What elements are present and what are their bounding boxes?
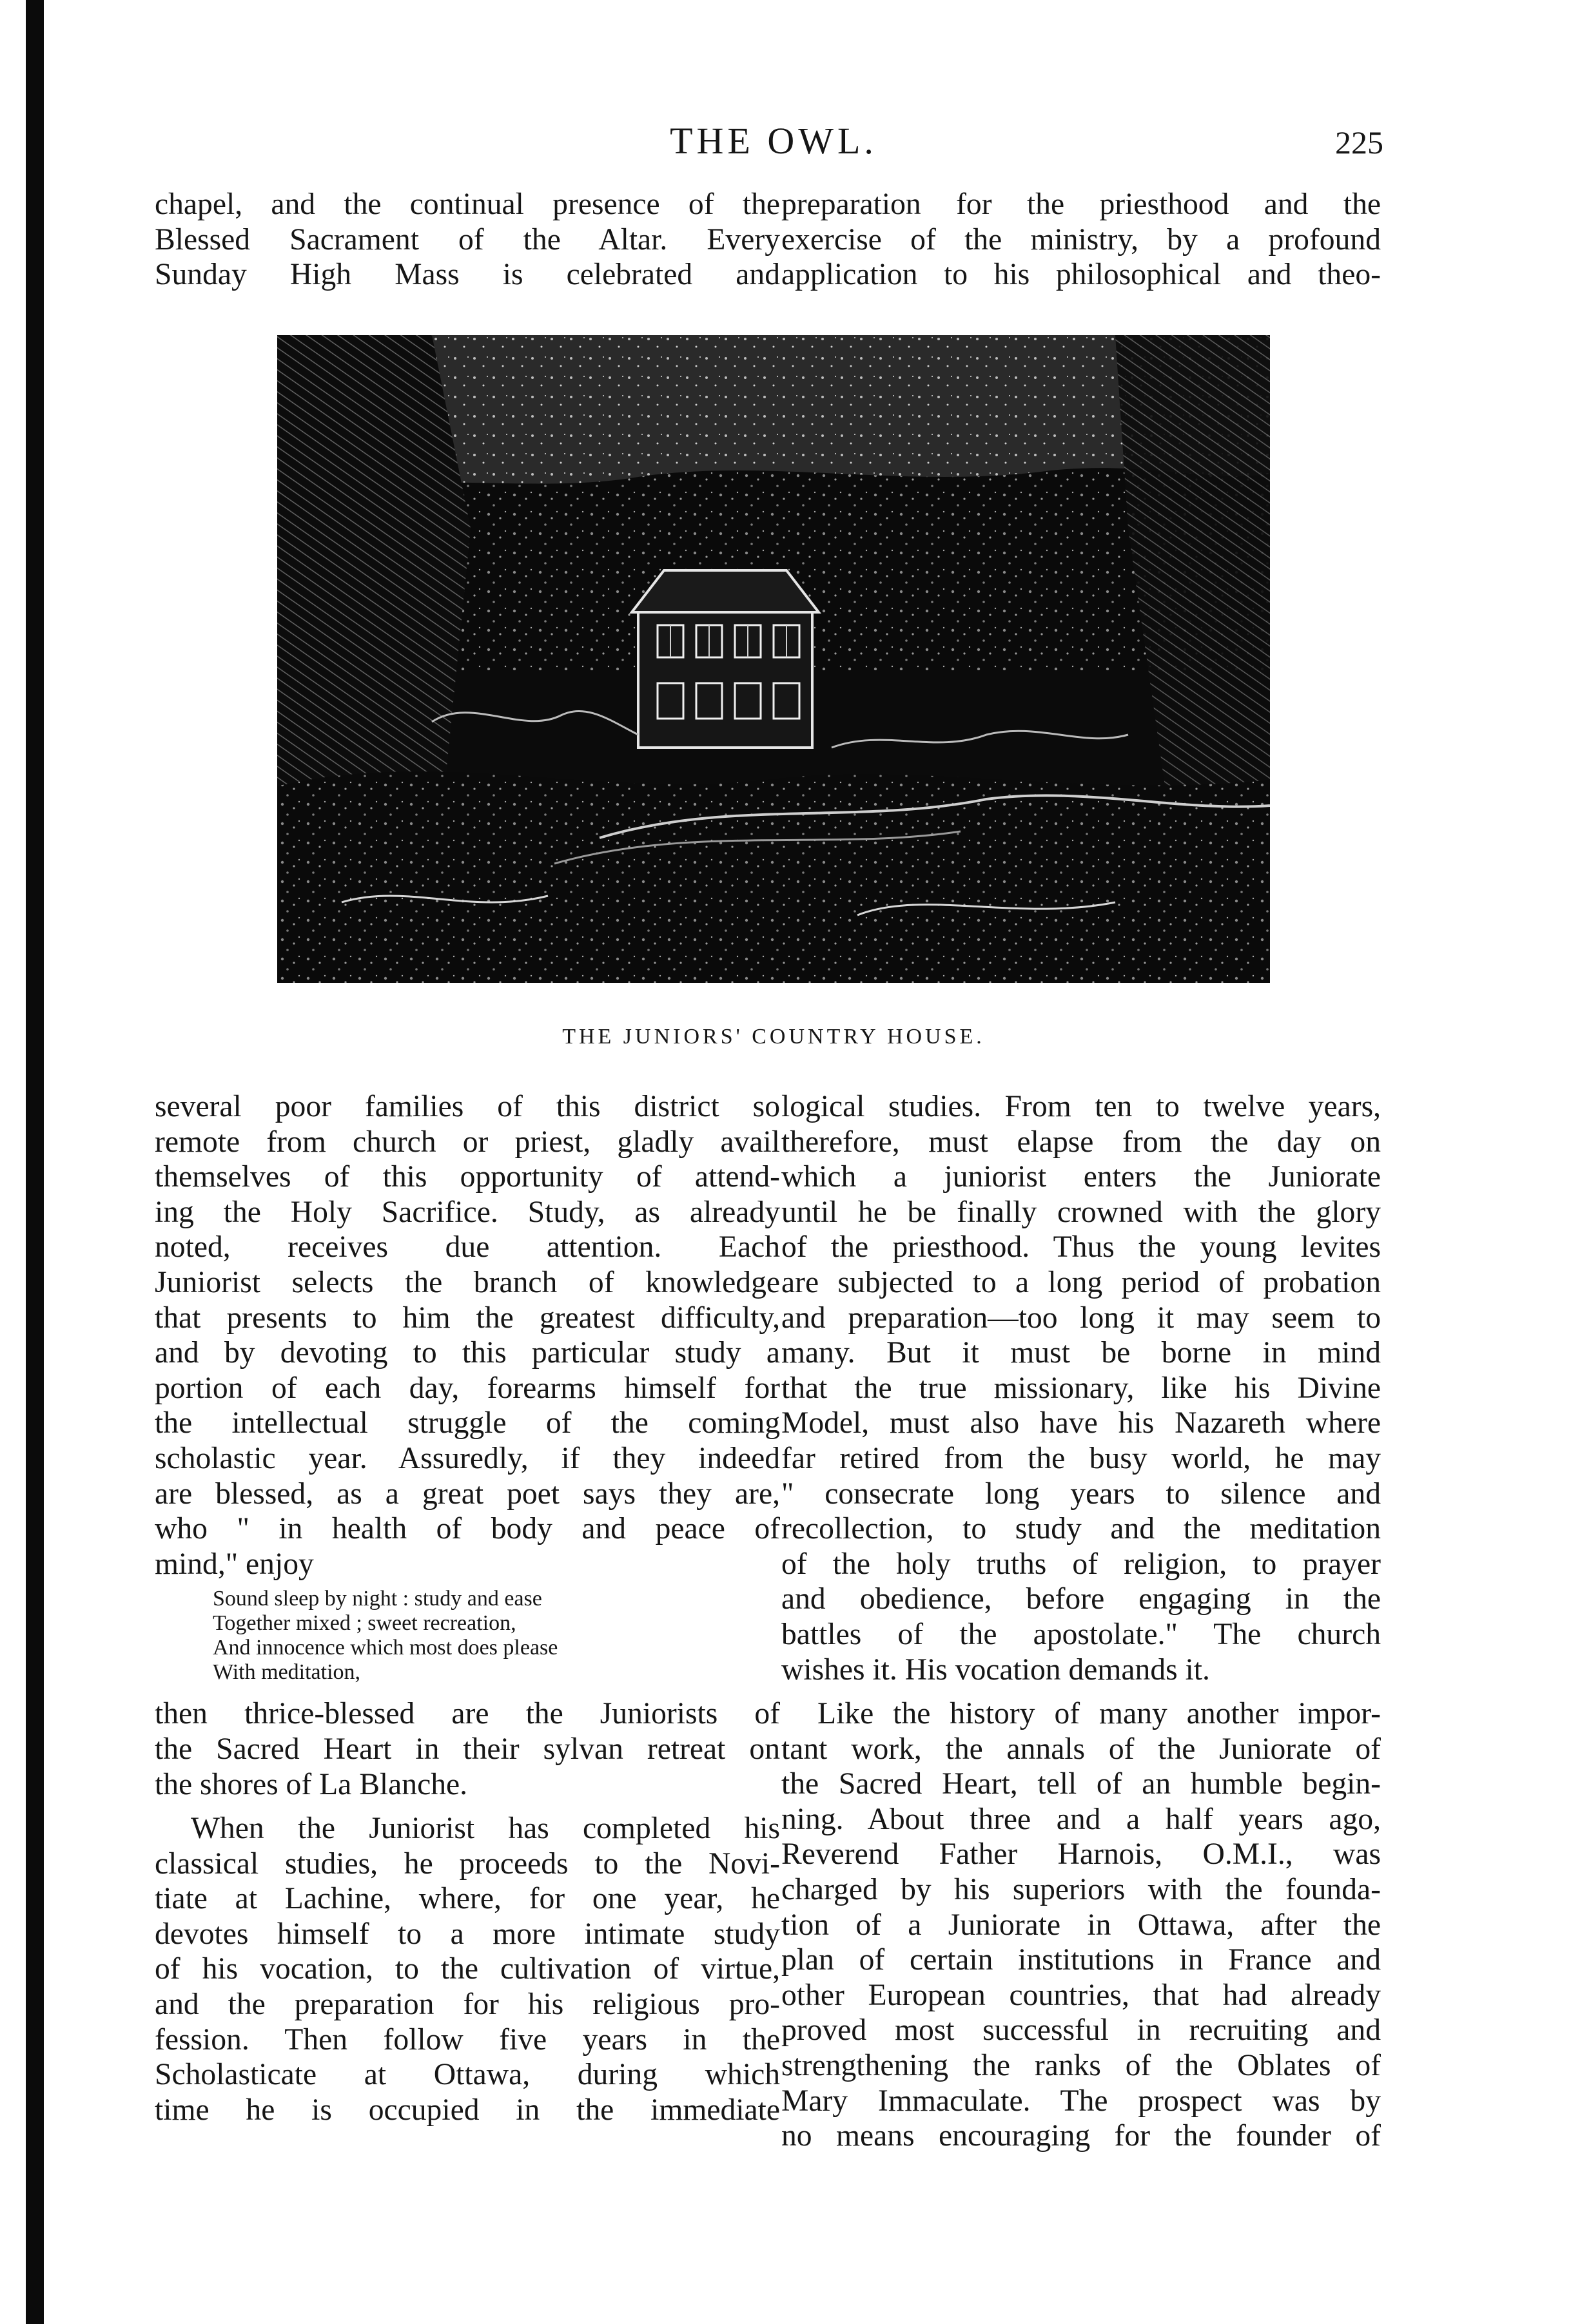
- text-line: plan of certain institutions in France and: [781, 1943, 1381, 1977]
- text-line: and obedience, before engaging in the: [781, 1582, 1381, 1616]
- text-line: application to his philosophical and theo-: [781, 258, 1381, 292]
- text-line: of the priesthood. Thus the young levites: [781, 1230, 1381, 1264]
- text-line: charged by his superiors with the founda-: [781, 1873, 1381, 1907]
- text-line: the Sacred Heart in their sylvan retreat on: [155, 1732, 780, 1766]
- text-line: proved most successful in recruiting and: [781, 2013, 1381, 2048]
- page-number: 225: [1335, 124, 1383, 160]
- text-line: devotes himself to a more intimate study: [155, 1917, 780, 1951]
- running-title: THE OWL.: [670, 120, 877, 162]
- text-line: the intellectual struggle of the coming: [155, 1406, 780, 1440]
- text-line: chapel, and the continual presence of the: [155, 188, 780, 221]
- left-column-body: [155, 1089, 780, 2127]
- left-column-top: [155, 187, 780, 293]
- text-line: Scholasticate at Ottawa, during which: [155, 2058, 780, 2092]
- text-line: and the preparation for his religious pro-: [155, 1988, 780, 2022]
- text-line: then thrice-blessed are the Juniorists of: [155, 1697, 780, 1731]
- right-column-top: [781, 187, 1381, 293]
- text-line: that presents to him the greatest difficulty,: [155, 1301, 780, 1335]
- text-line: tant work, the annals of the Juniorate of: [781, 1732, 1381, 1766]
- text-line: and preparation—too long it may seem to: [781, 1301, 1381, 1335]
- text-line: who " in health of body and peace of: [155, 1512, 780, 1546]
- text-line: fession. Then follow five years in the: [155, 2022, 780, 2057]
- text-line: ing the Holy Sacrifice. Study, as already: [155, 1195, 780, 1229]
- text-line: Model, must also have his Nazareth where: [781, 1406, 1381, 1440]
- text-line: Blessed Sacrament of the Altar. Every: [155, 222, 780, 257]
- text-line: Reverend Father Harnois, O.M.I., was: [781, 1837, 1381, 1872]
- text-line: far retired from the busy world, he may: [781, 1441, 1381, 1475]
- text-line: therefore, must elapse from the day on: [781, 1125, 1381, 1159]
- text-line: are subjected to a long period of probation: [781, 1265, 1381, 1299]
- text-line: " consecrate long years to silence and: [781, 1477, 1381, 1511]
- text-line: noted, receives due attention. Each: [155, 1230, 780, 1264]
- text-line: recollection, to study and the meditation: [781, 1512, 1381, 1546]
- text-line: no means encouraging for the founder of: [781, 2119, 1381, 2153]
- text-line: the Sacred Heart, tell of an humble begin-: [781, 1767, 1381, 1801]
- binding-edge: [26, 0, 44, 2324]
- text-line: wishes it. His vocation demands it.: [781, 1652, 1210, 1687]
- text-line: When the Juniorist has completed his: [191, 1812, 780, 1846]
- text-line: tiate at Lachine, where, for one year, he: [155, 1882, 780, 1916]
- house-drawing: [632, 570, 819, 748]
- text-line: ning. About three and a half years ago,: [781, 1802, 1381, 1836]
- text-line: exercise of the ministry, by a profound: [781, 222, 1381, 257]
- text-line: tion of a Juniorate in Ottawa, after the: [781, 1908, 1381, 1942]
- text-line: battles of the apostolate." The church: [781, 1617, 1381, 1651]
- text-line: several poor families of this district so: [155, 1090, 780, 1123]
- text-line: classical studies, he proceeds to the Novi-: [155, 1846, 780, 1881]
- text-line: and by devoting to this particular study a: [155, 1336, 780, 1370]
- text-line: remote from church or priest, gladly avail: [155, 1125, 780, 1159]
- text-line: preparation for the priesthood and the: [781, 188, 1381, 221]
- illustration-caption: THE JUNIORS' COUNTRY HOUSE.: [562, 1025, 985, 1049]
- text-line: of the holy truths of religion, to prayer: [781, 1547, 1381, 1581]
- text-line: until he be finally crowned with the glory: [781, 1195, 1381, 1229]
- verse-line: Sound sleep by night : study and ease: [213, 1587, 542, 1611]
- text-line: which a juniorist enters the Juniorate: [781, 1160, 1381, 1194]
- text-line: the shores of La Blanche.: [155, 1767, 468, 1801]
- text-line: Like the history of many another impor-: [817, 1697, 1381, 1731]
- verse-line: And innocence which most does please: [213, 1636, 558, 1660]
- text-line: themselves of this opportunity of attend-: [155, 1160, 780, 1194]
- text-line: of his vocation, to the cultivation of virtue,: [155, 1952, 780, 1986]
- text-line: Sunday High Mass is celebrated and: [155, 258, 780, 292]
- text-line: Juniorist selects the branch of knowledge: [155, 1265, 780, 1299]
- text-line: time he is occupied in the immediate: [155, 2093, 780, 2127]
- verse-line: Together mixed ; sweet recreation,: [213, 1611, 516, 1636]
- text-line: that the true missionary, like his Divine: [781, 1371, 1381, 1405]
- engraving-illustration: [277, 335, 1270, 983]
- verse-quotation: [155, 1587, 780, 1685]
- right-column-body: [781, 1089, 1381, 2154]
- text-line: other European countries, that had already: [781, 1978, 1381, 2012]
- text-line: are blessed, as a great poet says they are,: [155, 1477, 780, 1511]
- text-line: Mary Immaculate. The prospect was by: [781, 2084, 1381, 2118]
- text-line: logical studies. From ten to twelve years,: [781, 1090, 1381, 1123]
- text-line: portion of each day, forearms himself for: [155, 1371, 780, 1405]
- text-line: scholastic year. Assuredly, if they indeed: [155, 1441, 780, 1475]
- text-line: mind," enjoy: [155, 1547, 314, 1581]
- verse-line: With meditation,: [213, 1660, 361, 1685]
- text-line: strengthening the ranks of the Oblates of: [781, 2049, 1381, 2083]
- text-line: many. But it must be borne in mind: [781, 1336, 1381, 1370]
